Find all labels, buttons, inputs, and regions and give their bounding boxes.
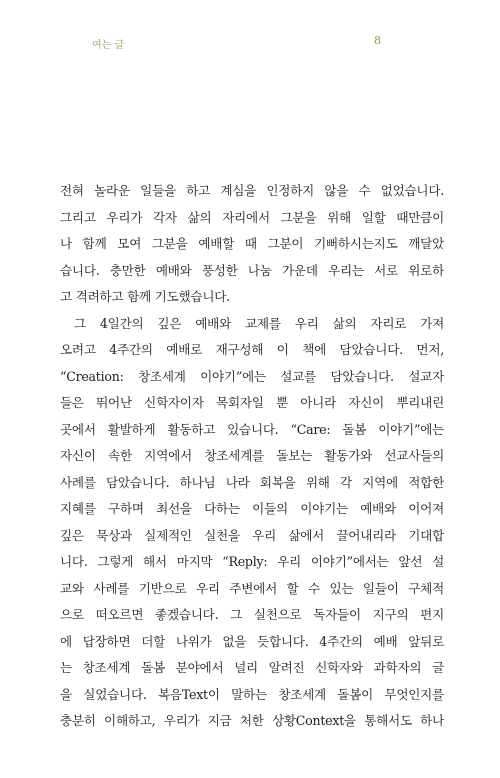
body-text [60,178,444,735]
text-line: “Creation: 창조세계 이야기”에는 설교를 담았습니다. 설교자 [60,368,444,384]
page-number: 8 [374,34,381,47]
text-line: 습니다. 충만한 예배와 풍성한 나눔 가운데 우리는 서로 위로하 [60,262,444,278]
text-line: 그 4일간의 깊은 예배와 교제를 우리 삶의 자리로 가져 [74,315,444,331]
text-line: 나 함께 모여 그분을 예배할 때 그분이 기뻐하시는지도 깨달았 [60,236,444,251]
text-line: 으로 떠오르면 좋겠습니다. 그 실천으로 독자들이 지구의 편지 [60,607,444,622]
text-line: 에 답장하면 더할 나위가 없을 듯합니다. 4주간의 예배 앞뒤로 [60,633,444,649]
text-line: 사례를 담았습니다. 하나님 나라 회복을 위해 각 지역에 적합한 [60,474,444,490]
running-header-title: 여는 글 [92,40,125,51]
text-line: 니다. 그렇게 해서 마지막 “Reply: 우리 이야기”에서는 앞선 설 [60,554,444,569]
text-line: 는 창조세계 돌봄 분야에서 널리 알려진 신학자와 과학자의 글 [60,660,444,675]
text-line: 들은 뛰어난 신학자이자 목회자일 뿐 아니라 자신이 뿌리내린 [60,395,444,410]
text-line: 을 실었습니다. 복음Text이 말하는 창조세계 돌봄이 무엇인지를 [60,686,444,702]
text-line: 곳에서 활발하게 활동하고 있습니다. “Care: 돌봄 이야기”에는 [60,421,444,437]
text-line: 교와 사례를 기반으로 우리 주변에서 할 수 있는 일들이 구체적 [60,580,444,596]
text-line: 깊은 묵상과 실제적인 실천을 우리 삶에서 끌어내리라 기대합 [60,527,444,543]
text-line: 그리고 우리가 각자 삶의 자리에서 그분을 위해 일할 때만큼이 [60,209,444,225]
text-line: 오려고 4주간의 예배로 재구성해 이 책에 담았습니다. 먼저, [60,342,444,357]
text-line: 지혜를 구하며 최선을 다하는 이들의 이야기는 예배와 이어져 [60,501,444,516]
text-line: 고 격려하고 함께 기도했습니다. [60,289,230,304]
text-line: 전혀 놀라운 일들을 하고 계심을 인정하지 않을 수 없었습니다. [60,183,444,198]
text-line: 자신이 속한 지역에서 창조세계를 돌보는 활동가와 선교사들의 [60,448,444,463]
text-line: 충분히 이해하고, 우리가 지금 처한 상황Context을 통해서도 하나 [60,713,444,728]
